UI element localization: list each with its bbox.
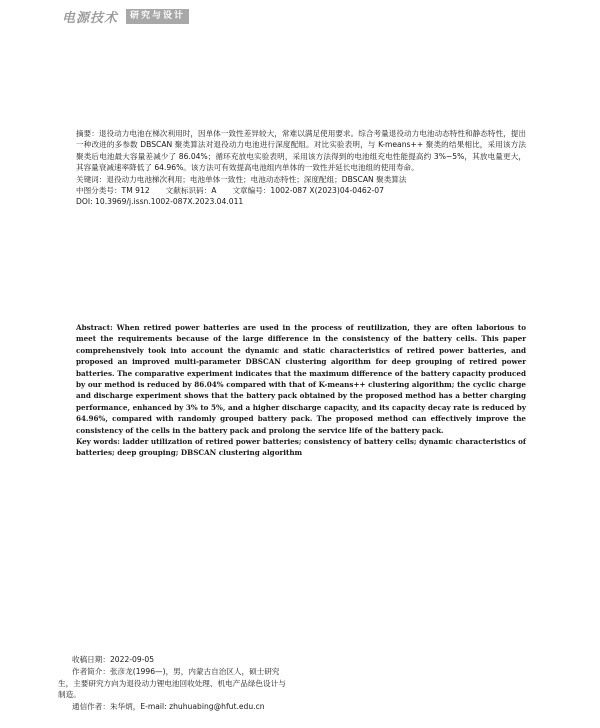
english-abstract-block [76,322,526,459]
footnote-block [58,654,288,713]
author-bio: 作者简介：张彦龙(1996—)，男，内蒙古自治区人，硕士研究生，主要研究方向为退役动力锂电池回收处理、机电产品绿色设计与制造。 [58,666,286,700]
corresponding-author: 通信作者：朱华炳，E-mail: zhuhuabing@hfut.edu.cn [72,702,265,712]
journal-header [62,8,189,24]
clc-number: 中图分类号：TM 912 [76,186,150,196]
chinese-abstract: 摘要：退役动力电池在梯次利用时，因单体一致性差异较大，常难以满足使用要求。综合考量退役动力电池动态特性和静态特性，提出一种改进的多参数 DBSCAN 聚类算法对退役动力电池进行深度配组。对比实验表明，与 K-means++ 聚类的结果相比，采用该方法聚类后电池最大容量差减少了 86.04%；循环充放电实验表明，采用该方法得到的电池组充电性能提高约 3%~5%，其放电量更大，其容量衰减速率降低了 64.96%。该方法可有效提高电池组内单体的一致性并延长电池组的使用寿命。 [76,129,526,173]
chinese-keywords: 关键词：退役动力电池梯次利用；电池单体一致性；电池动态特性；深度配组；DBSCAN 聚类算法 [76,174,407,184]
section-tag: 研究与设计 [126,9,189,24]
journal-name: 电源技术 [62,10,119,26]
chinese-abstract-block [76,128,526,208]
english-keywords: Key words: ladder utilization of retired power batteries; consistency of battery cells; dynamic characteristics of batteries; deep grouping; DBSCAN clustering algorithm [76,437,526,458]
received-date: 收稿日期：2022-09-05 [72,655,155,664]
article-number: 文章编号：1002-087 X(2023)04-0462-07 [232,186,384,196]
document-code: 文献标识码：A [165,186,217,196]
classification-row [76,185,526,196]
english-abstract: Abstract: When retired power batteries are used in the process of reutilization, they are often laborious to meet the requirements because of the large difference in the consistency of the battery cells. This paper comprehensively took into account the dynamic and static characteristics of retired power batteries, and proposed an improved multi-parameter DBSCAN clustering algorithm for deep grouping of retired power batteries. The comparative experiment indicates that the maximum difference of the battery capacity produced by our method is reduced by 86.04% compared with that of K-means++ clustering algorithm; the cyclic charge and discharge experiment shows that the battery pack obtained by the proposed method has a better charging performance, enhanced by 3% to 5%, and a higher discharge capacity, and its capacity decay rate is reduced by 64.96%, compared with randomly grouped battery pack. The proposed method can effectively improve the consistency of the cells in the battery pack and prolong the service life of the battery pack. [76,323,526,435]
doi: DOI: 10.3969/j.issn.1002-087X.2023.04.011 [76,197,244,207]
